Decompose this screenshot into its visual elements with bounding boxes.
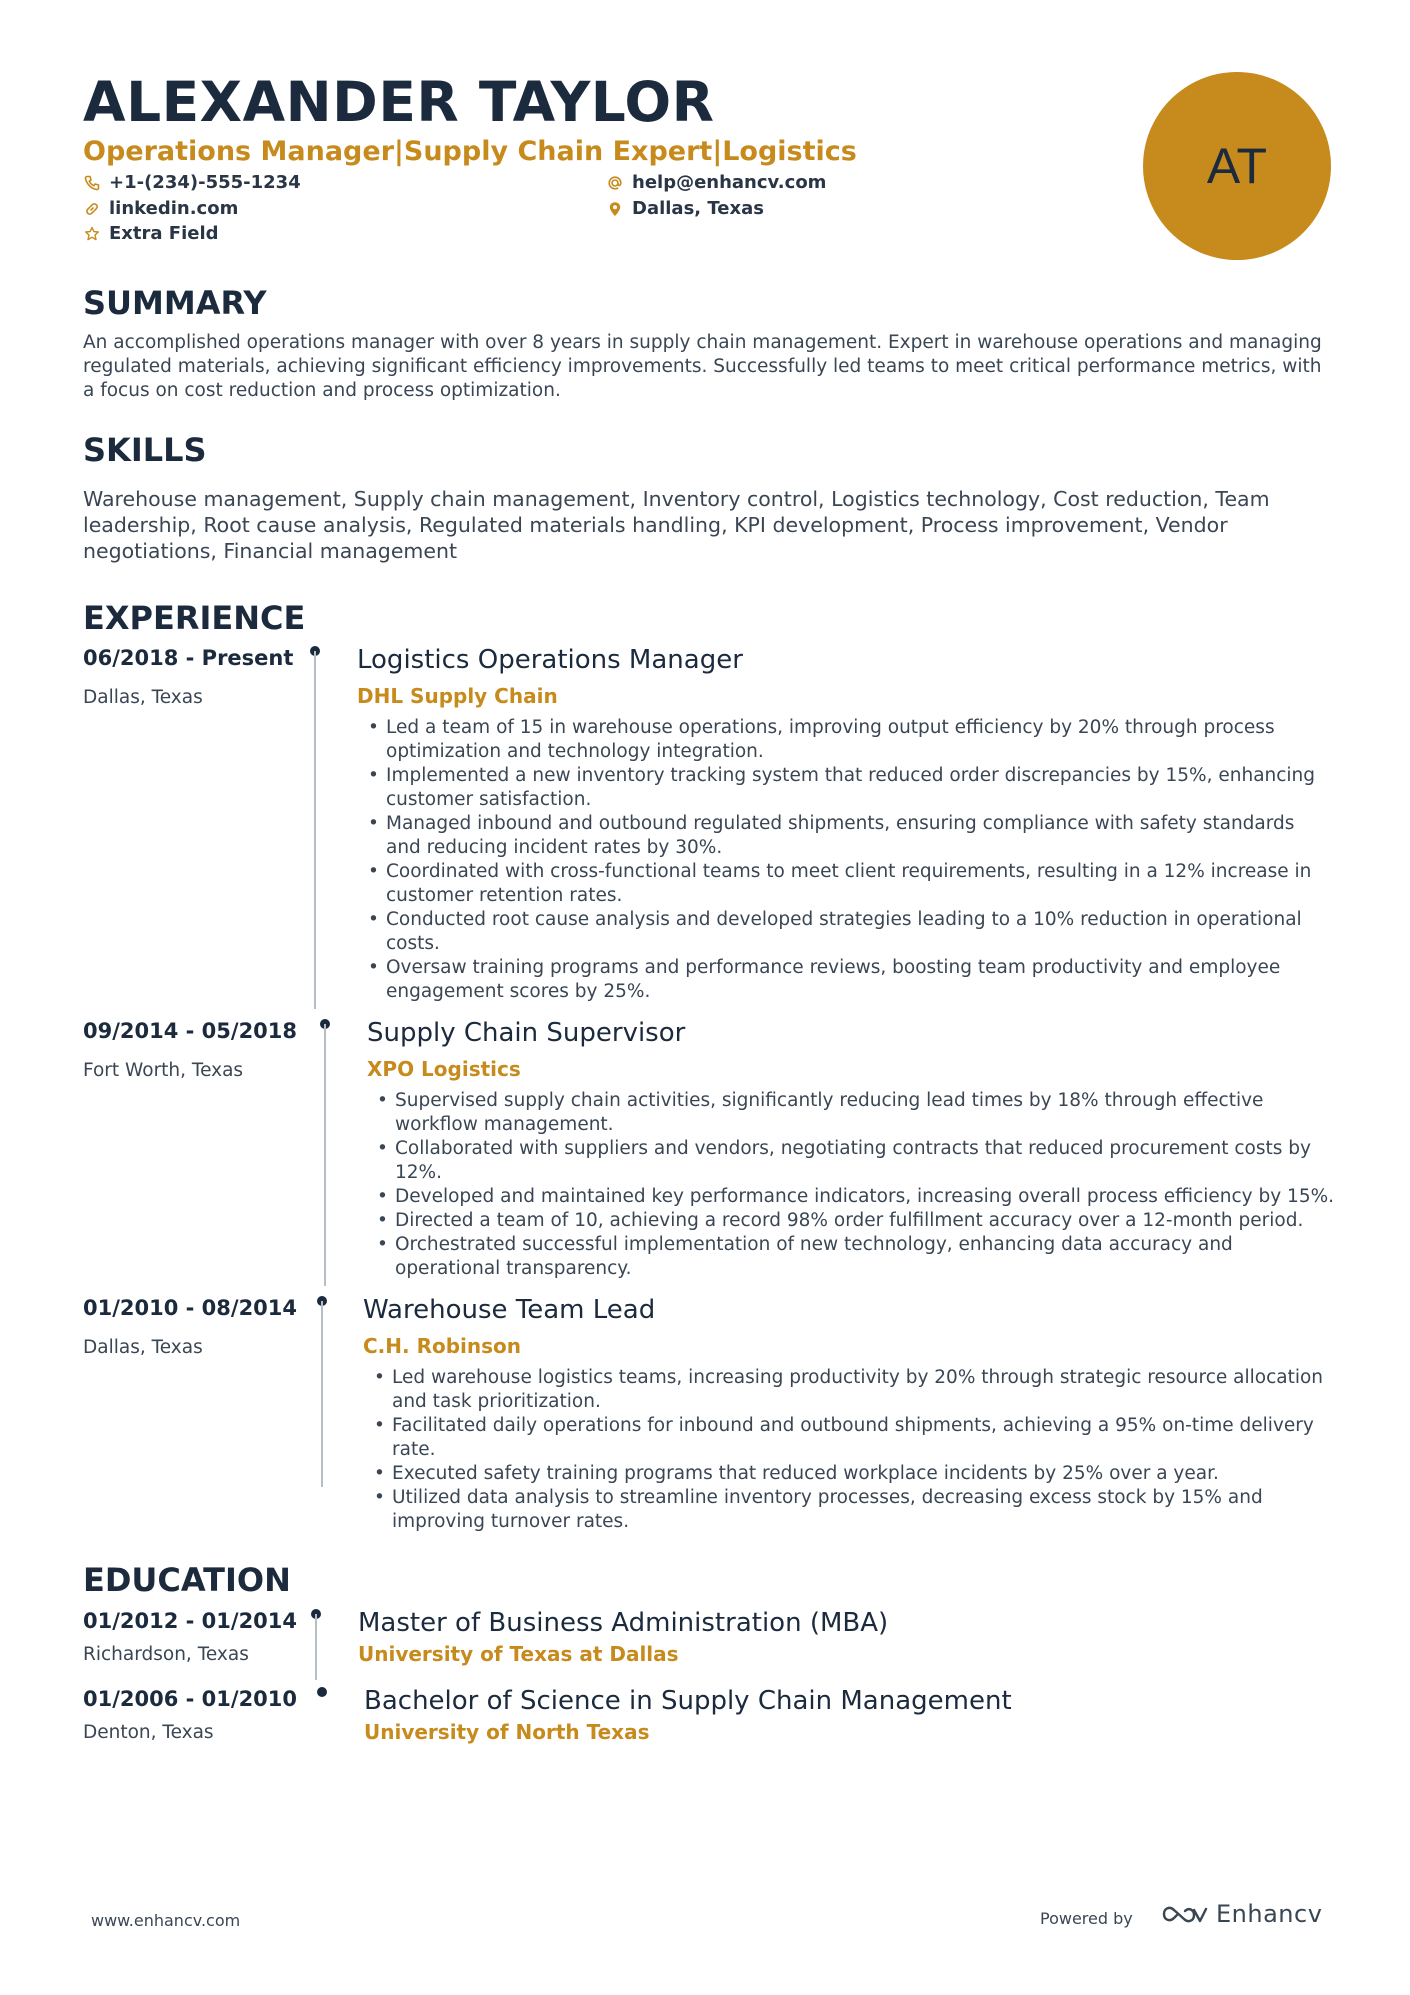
- enhancv-logo-icon: [1160, 1901, 1210, 1927]
- footer-brand[interactable]: [1160, 1900, 1322, 1928]
- job-dates: 06/2018 - Present: [83, 646, 294, 670]
- summary-text: An accomplished operations manager with over 8 years in supply chain management. Expert in warehouse operations and managing regulated materials, achieving significant efficiency improvements. Successfully led teams to meet critical performance metrics, with a focus on cost reduction and process optimization.: [83, 332, 1322, 401]
- job-role: Supply Chain Supervisor: [367, 1018, 686, 1048]
- summary-heading: SUMMARY: [83, 284, 267, 322]
- edu-degree: Master of Business Administration (MBA): [358, 1608, 889, 1638]
- job-role: Warehouse Team Lead: [363, 1295, 656, 1325]
- list-item: • Directed a team of 10, achieving a record 98% order fulfillment accuracy over a 12-month period.: [375, 1209, 1335, 1233]
- job-location: Dallas, Texas: [83, 687, 203, 708]
- linkedin-text: linkedin.com: [109, 198, 239, 219]
- phone-icon: [83, 174, 101, 192]
- job-role: Logistics Operations Manager: [357, 645, 743, 675]
- list-item: • Coordinated with cross-functional teams to meet client requirements, resulting in a 12% increase in customer retention rates.: [366, 860, 1332, 908]
- list-item: • Led a team of 15 in warehouse operations, improving output efficiency by 20% through process optimization and technology integration.: [366, 716, 1332, 764]
- headline-separator: |: [712, 136, 723, 167]
- headline-part: Supply Chain Expert: [403, 136, 713, 167]
- edu-location: Richardson, Texas: [83, 1644, 249, 1665]
- list-item: • Led warehouse logistics teams, increasing productivity by 20% through strategic resource allocation and task prioritization.: [372, 1366, 1338, 1414]
- edu-degree: Bachelor of Science in Supply Chain Management: [364, 1686, 1012, 1716]
- location-pin-icon: [606, 200, 624, 218]
- phone-text: +1-(234)-555-1234: [109, 172, 301, 193]
- list-item: • Supervised supply chain activities, significantly reducing lead times by 18% through effective workflow management.: [375, 1089, 1335, 1137]
- list-item: • Facilitated daily operations for inbound and outbound shipments, achieving a 95% on-time delivery rate.: [372, 1414, 1338, 1462]
- job-company: XPO Logistics: [367, 1057, 521, 1081]
- timeline-line: [324, 1024, 326, 1286]
- job-dates: 09/2014 - 05/2018: [83, 1019, 298, 1043]
- edu-school: University of North Texas: [364, 1720, 650, 1744]
- link-icon: [83, 200, 101, 218]
- headline-part: Logistics: [722, 136, 857, 167]
- avatar: [1143, 72, 1331, 260]
- job-dates: 01/2010 - 08/2014: [83, 1296, 298, 1320]
- list-item: • Collaborated with suppliers and vendors, negotiating contracts that reduced procurement costs by 12%.: [375, 1137, 1335, 1185]
- skills-text: Warehouse management, Supply chain management, Inventory control, Logistics technology, Cost reduction, Team leadership, Root cause analysis, Regulated materials handling, KPI development, Process improvement, Vendor negotiations, Financial management: [83, 487, 1270, 563]
- list-item: • Executed safety training programs that reduced workplace incidents by 25% over a year.: [372, 1462, 1338, 1486]
- list-item: • Oversaw training programs and performance reviews, boosting team productivity and employee engagement scores by 25%.: [366, 956, 1332, 1004]
- at-icon: [606, 174, 624, 192]
- timeline-dot: [317, 1687, 327, 1697]
- job-company: C.H. Robinson: [363, 1334, 522, 1358]
- list-item: • Conducted root cause analysis and developed strategies leading to a 10% reduction in operational costs.: [366, 908, 1332, 956]
- location-text: Dallas, Texas: [632, 198, 764, 219]
- job-bullets: [375, 1089, 1335, 1281]
- email-text: help@enhancv.com: [632, 172, 827, 193]
- list-item: • Developed and maintained key performance indicators, increasing overall process efficiency by 15%.: [375, 1185, 1335, 1209]
- job-location: Dallas, Texas: [83, 1337, 203, 1358]
- list-item: • Implemented a new inventory tracking system that reduced order discrepancies by 15%, enhancing customer satisfaction.: [366, 764, 1332, 812]
- contact-extra: [83, 222, 219, 246]
- timeline-line: [315, 1614, 317, 1680]
- contact-email[interactable]: [606, 171, 826, 195]
- candidate-name: ALEXANDER TAYLOR: [83, 70, 715, 134]
- contact-location: [606, 197, 764, 221]
- edu-school: University of Texas at Dallas: [358, 1642, 679, 1666]
- extra-text: Extra Field: [109, 223, 219, 244]
- edu-location: Denton, Texas: [83, 1722, 214, 1743]
- footer-powered-by: Powered by: [1040, 1909, 1133, 1928]
- star-icon: [83, 225, 101, 243]
- education-heading: EDUCATION: [83, 1561, 291, 1599]
- edu-dates: 01/2006 - 01/2010: [83, 1687, 298, 1711]
- contact-linkedin[interactable]: [83, 197, 238, 221]
- timeline-line: [314, 651, 316, 1009]
- list-item: • Managed inbound and outbound regulated shipments, ensuring compliance with safety standards and reducing incident rates by 30%.: [366, 812, 1332, 860]
- headline-part: Operations Manager: [83, 136, 395, 167]
- job-location: Fort Worth, Texas: [83, 1060, 244, 1081]
- avatar-initials: AT: [1206, 138, 1268, 194]
- list-item: • Utilized data analysis to streamline inventory processes, decreasing excess stock by 15% and improving turnover rates.: [372, 1486, 1338, 1534]
- timeline-line: [321, 1301, 323, 1487]
- skills-heading: SKILLS: [83, 431, 207, 469]
- headline-separator: |: [394, 136, 404, 167]
- job-bullets: [372, 1366, 1338, 1534]
- footer-brand-name: Enhancv: [1216, 1900, 1323, 1928]
- edu-dates: 01/2012 - 01/2014: [83, 1609, 298, 1633]
- job-company: DHL Supply Chain: [357, 684, 558, 708]
- footer-website[interactable]: www.enhancv.com: [91, 1911, 241, 1930]
- experience-heading: EXPERIENCE: [83, 599, 306, 637]
- headline: [83, 135, 857, 169]
- job-bullets: [366, 716, 1332, 1004]
- list-item: • Orchestrated successful implementation of new technology, enhancing data accuracy and operational transparency.: [375, 1233, 1335, 1281]
- contact-phone[interactable]: [83, 171, 301, 195]
